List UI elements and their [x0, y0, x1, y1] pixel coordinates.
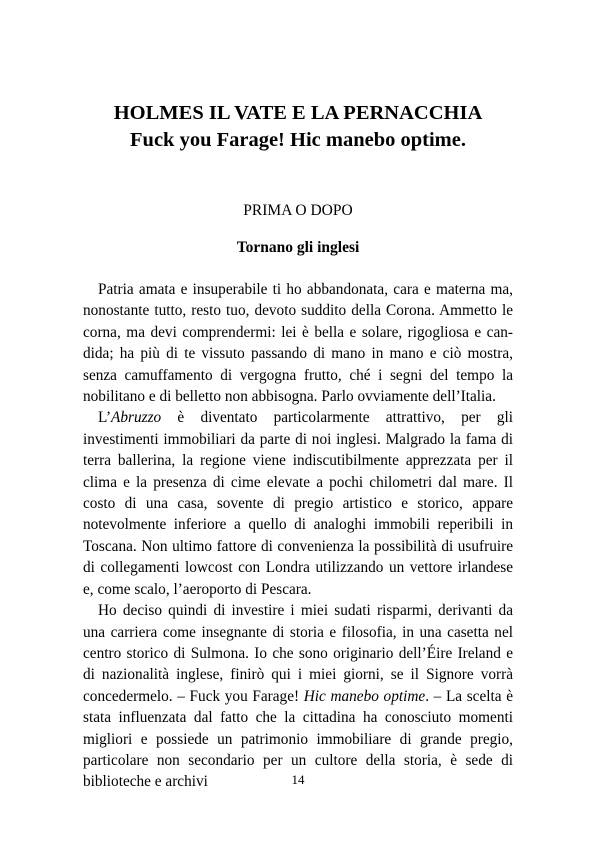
chapter-title: Tornano gli inglesi [236, 239, 360, 256]
paragraph-2-start: L’ [98, 409, 112, 427]
body-text [83, 279, 513, 793]
title-line-2: Fuck you Farage! Hic manebo optime. [130, 129, 466, 151]
paragraph-3-rest: . – La scelta è stata influenzata dal fatto che la cittadina ha conosciuto momenti migliori e possiede un patrimonio immobiliare di grande pregio, particolare non secondario per un cultore della storia, è sede di biblioteche e archivi [83, 687, 513, 791]
paragraph-2-rest: è diventato particolarmente attrattivo, per gli investimenti immobiliari da parte di noi inglesi. Malgrado la fama di terra ballerina, la regione viene indiscutibilmente apprezzata per il clima e la presenza di cime elevate a pochi chilometri dal mare. Il costo di una casa, sovente di pregio artistico e storico, appare notevolmente inferiore a quello di analoghi immobili reperibili in Toscana. Non ultimo fattore di convenienza la possibilità di usufruire di collegamenti lowcost con Londra utilizzando un vettore irlandese e, come scalo, l’aeroporto di Pescara. [83, 409, 513, 598]
paragraph-2 [83, 407, 513, 600]
section-title: PRIMA O DOPO [243, 202, 353, 219]
paragraph-3-start: Ho deciso quindi di investire i miei sudati risparmi, derivanti da una carriera come insegnante di storia e filosofia, in una casetta nel centro storico di Sulmona. Io che sono originario dell’Éire Ireland e di nazionalità inglese, finirò qui i miei giorni, se il Signore vorrà concedermelo. – Fuck you Farage! [83, 602, 513, 705]
paragraph-3-italic: Hic manebo optime [303, 687, 426, 705]
paragraph-3 [83, 600, 513, 793]
book-page [83, 0, 513, 842]
paragraph-2-italic: Abruzzo [111, 409, 162, 427]
paragraph-1: Patria amata e insuperabile ti ho abbandonata, cara e materna ma, nonostante tutto, resto tuo, devoto suddito della Corona. Ammetto le corna, ma devi comprendermi: lei è bella e solare, rigogliosa e candida; ha più di te vissuto passando di mano in mano e ciò mostra, senza camuffamento di vergogna frutto, ché i segni del tempo la nobilitano e di belletto non abbisogna. Parlo ovviamente dell’Italia. [83, 281, 513, 406]
book-title [83, 100, 513, 154]
page-number: 14 [291, 772, 305, 787]
title-line-1: HOLMES IL VATE E LA PERNACCHIA [113, 102, 483, 124]
